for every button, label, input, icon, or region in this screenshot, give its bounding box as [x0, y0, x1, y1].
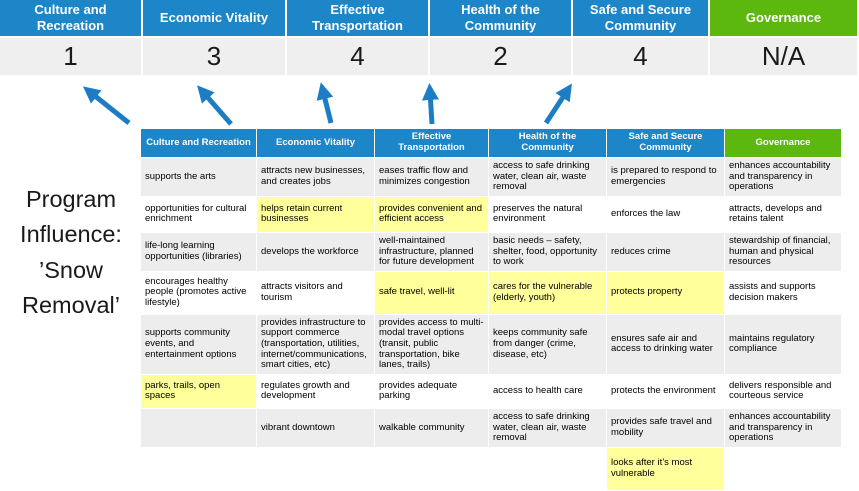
influence-arrow: [90, 92, 129, 123]
pillar-header-cell: Safe and Secure Community: [573, 0, 708, 36]
matrix-body: [141, 158, 841, 490]
matrix-cell: [257, 448, 374, 490]
scoreboard: [0, 0, 859, 75]
matrix-cell: access to safe drinking water, clean air, waste removal: [489, 409, 606, 447]
matrix-cell: eases traffic flow and minimizes congestion: [375, 158, 488, 196]
matrix-cell: keeps community safe from danger (crime, disease, etc): [489, 315, 606, 374]
matrix-cell: cares for the vulnerable (elderly, youth): [489, 272, 606, 314]
matrix-cell: [375, 448, 488, 490]
influence-matrix: [140, 128, 842, 491]
matrix-cell: provides infrastructure to support commerce (transportation, utilities, internet/communications, smart cities, etc): [257, 315, 374, 374]
matrix-cell: provides access to multi-modal travel options (transit, public transportation, bike lanes, trails): [375, 315, 488, 374]
matrix-cell: develops the workforce: [257, 233, 374, 271]
influence-arrow: [546, 91, 567, 123]
matrix-cell: protects the environment: [607, 375, 724, 408]
pillar-header-cell: Health of the Community: [430, 0, 571, 36]
matrix-header-cell: Effective Transportation: [375, 129, 488, 157]
pillar-header-cell: Governance: [710, 0, 857, 36]
matrix-cell: delivers responsible and courteous service: [725, 375, 841, 408]
matrix-row: [141, 315, 841, 374]
matrix-header-cell: Culture and Recreation: [141, 129, 256, 157]
matrix-cell: basic needs – safety, shelter, food, opportunity to work: [489, 233, 606, 271]
pillar-score-cell: 3: [143, 38, 285, 75]
matrix-cell: ensures safe air and access to drinking water: [607, 315, 724, 374]
matrix-cell: enhances accountability and transparency in operations: [725, 409, 841, 447]
matrix-header-row: [141, 129, 841, 157]
matrix-cell: looks after it’s most vulnerable: [607, 448, 724, 490]
matrix-cell: attracts new businesses, and creates jobs: [257, 158, 374, 196]
matrix-header-cell: Safe and Secure Community: [607, 129, 724, 157]
pillar-score-cell: N/A: [710, 38, 857, 75]
matrix-cell: regulates growth and development: [257, 375, 374, 408]
pillar-header-cell: Culture and Recreation: [0, 0, 141, 36]
matrix-cell: [141, 409, 256, 447]
matrix-cell: [725, 448, 841, 490]
pillar-header-cell: Economic Vitality: [143, 0, 285, 36]
matrix-row: [141, 197, 841, 232]
matrix-cell: assists and supports decision makers: [725, 272, 841, 314]
matrix-cell: parks, trails, open spaces: [141, 375, 256, 408]
influence-arrow: [323, 91, 331, 123]
influence-arrow: [203, 92, 231, 124]
matrix-cell: stewardship of financial, human and physical resources: [725, 233, 841, 271]
matrix-cell: supports the arts: [141, 158, 256, 196]
matrix-cell: preserves the natural environment: [489, 197, 606, 232]
matrix-cell: vibrant downtown: [257, 409, 374, 447]
matrix-cell: walkable community: [375, 409, 488, 447]
matrix-cell: safe travel, well-lit: [375, 272, 488, 314]
matrix-cell: opportunities for cultural enrichment: [141, 197, 256, 232]
matrix-cell: provides safe travel and mobility: [607, 409, 724, 447]
matrix-row: [141, 233, 841, 271]
matrix-cell: reduces crime: [607, 233, 724, 271]
matrix-row: [141, 448, 841, 490]
matrix-cell: encourages healthy people (promotes active lifestyle): [141, 272, 256, 314]
matrix-cell: access to safe drinking water, clean air, waste removal: [489, 158, 606, 196]
pillar-header-cell: Effective Transportation: [287, 0, 428, 36]
matrix-cell: [489, 448, 606, 490]
matrix-cell: enforces the law: [607, 197, 724, 232]
pillar-score-cell: 4: [573, 38, 708, 75]
matrix-cell: life-long learning opportunities (libraries): [141, 233, 256, 271]
influence-arrow: [430, 92, 432, 124]
matrix-cell: attracts visitors and tourism: [257, 272, 374, 314]
matrix-cell: enhances accountability and transparency in operations: [725, 158, 841, 196]
matrix-header-cell: Health of the Community: [489, 129, 606, 157]
matrix-header-cell: Economic Vitality: [257, 129, 374, 157]
matrix-header-cell: Governance: [725, 129, 841, 157]
matrix-cell: maintains regulatory compliance: [725, 315, 841, 374]
pillar-score-cell: 1: [0, 38, 141, 75]
matrix-row: [141, 375, 841, 408]
matrix-row: [141, 158, 841, 196]
matrix-cell: well-maintained infrastructure, planned for future development: [375, 233, 488, 271]
matrix-cell: provides adequate parking: [375, 375, 488, 408]
matrix-cell: helps retain current businesses: [257, 197, 374, 232]
matrix-cell: is prepared to respond to emergencies: [607, 158, 724, 196]
matrix-cell: attracts, develops and retains talent: [725, 197, 841, 232]
pillar-score-cell: 2: [430, 38, 571, 75]
matrix-cell: protects property: [607, 272, 724, 314]
matrix-cell: provides convenient and efficient access: [375, 197, 488, 232]
matrix-row: [141, 409, 841, 447]
matrix-cell: access to health care: [489, 375, 606, 408]
program-influence-label: Program Influence: ’Snow Removal’: [20, 186, 122, 318]
matrix-cell: supports community events, and entertainment options: [141, 315, 256, 374]
matrix-row: [141, 272, 841, 314]
pillar-score-cell: 4: [287, 38, 428, 75]
matrix-cell: [141, 448, 256, 490]
